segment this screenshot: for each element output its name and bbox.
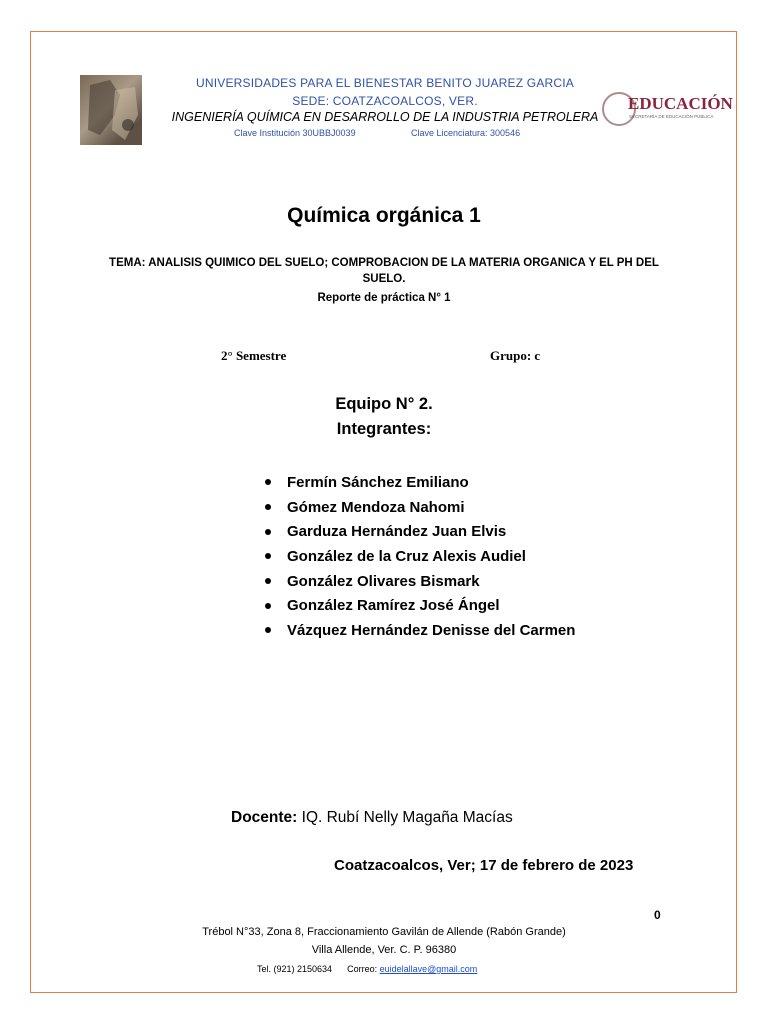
member-name: González de la Cruz Alexis Audiel — [287, 547, 526, 565]
place-date: Coatzacoalcos, Ver; 17 de febrero de 2023 — [334, 857, 634, 874]
docente-label: Docente: — [231, 809, 298, 826]
list-item — [265, 470, 575, 495]
reporte: Reporte de práctica N° 1 — [317, 292, 451, 304]
bullet-icon — [265, 627, 271, 633]
integrantes-label: Integrantes: — [336, 420, 432, 438]
sep-brand: EDUCACIÓN — [628, 94, 733, 113]
list-item — [265, 593, 575, 618]
bullet-icon — [265, 578, 271, 584]
address-line-2: Villa Allende, Ver. C. P. 96380 — [311, 944, 457, 956]
docente-name: IQ. Rubí Nelly Magaña Macías — [297, 809, 513, 826]
member-name: González Olivares Bismark — [287, 572, 480, 590]
semestre: 2° Semestre — [221, 348, 287, 363]
list-item — [265, 544, 575, 569]
bullet-icon — [265, 529, 271, 535]
email-label: Correo: — [347, 964, 380, 974]
member-name: Garduza Hernández Juan Elvis — [287, 523, 507, 541]
grupo: Grupo: c — [490, 348, 541, 363]
sede: SEDE: COATZACOALCOS, VER. — [292, 94, 478, 108]
list-item — [265, 495, 575, 520]
docente — [231, 809, 513, 827]
university-name: UNIVERSIDADES PARA EL BIENESTAR BENITO JUAREZ GARCIA — [195, 76, 575, 90]
bullet-icon — [265, 603, 271, 609]
page-number: 0 — [654, 908, 661, 922]
member-name: González Ramírez José Ángel — [287, 597, 500, 615]
contact-line — [257, 964, 477, 974]
clave-licenciatura: Clave Licenciatura: 300546 — [411, 128, 521, 138]
clave-institucion: Clave Institución 30UBBJ0039 — [234, 128, 356, 138]
university-logo-image — [80, 75, 142, 145]
telephone: Tel. (921) 2150634 — [257, 964, 333, 974]
member-name: Gómez Mendoza Nahomi — [287, 498, 465, 516]
tema: TEMA: ANALISIS QUIMICO DEL SUELO; COMPROBACION DE LA MATERIA ORGANICA Y EL PH DEL SUELO. — [109, 257, 659, 285]
address-line-1: Trébol N°33, Zona 8, Fraccionamiento Gavilán de Allende (Rabón Grande) — [202, 926, 566, 938]
list-item — [265, 618, 575, 643]
member-name: Fermín Sánchez Emiliano — [287, 473, 469, 491]
bullet-icon — [265, 504, 271, 510]
career-name: INGENIERÍA QUÍMICA EN DESARROLLO DE LA INDUSTRIA PETROLERA — [171, 110, 599, 124]
member-name: Vázquez Hernández Denisse del Carmen — [287, 621, 576, 639]
bullet-icon — [265, 479, 271, 485]
members-list — [265, 470, 575, 643]
document-title: Química orgánica 1 — [287, 204, 481, 227]
list-item — [265, 569, 575, 594]
bullet-icon — [265, 553, 271, 559]
equipo: Equipo N° 2. — [335, 395, 433, 413]
sep-subtitle: SECRETARÍA DE EDUCACIÓN PÚBLICA — [629, 114, 714, 119]
list-item — [265, 519, 575, 544]
email-link[interactable]: euidelallave@gmail.com — [379, 964, 478, 974]
